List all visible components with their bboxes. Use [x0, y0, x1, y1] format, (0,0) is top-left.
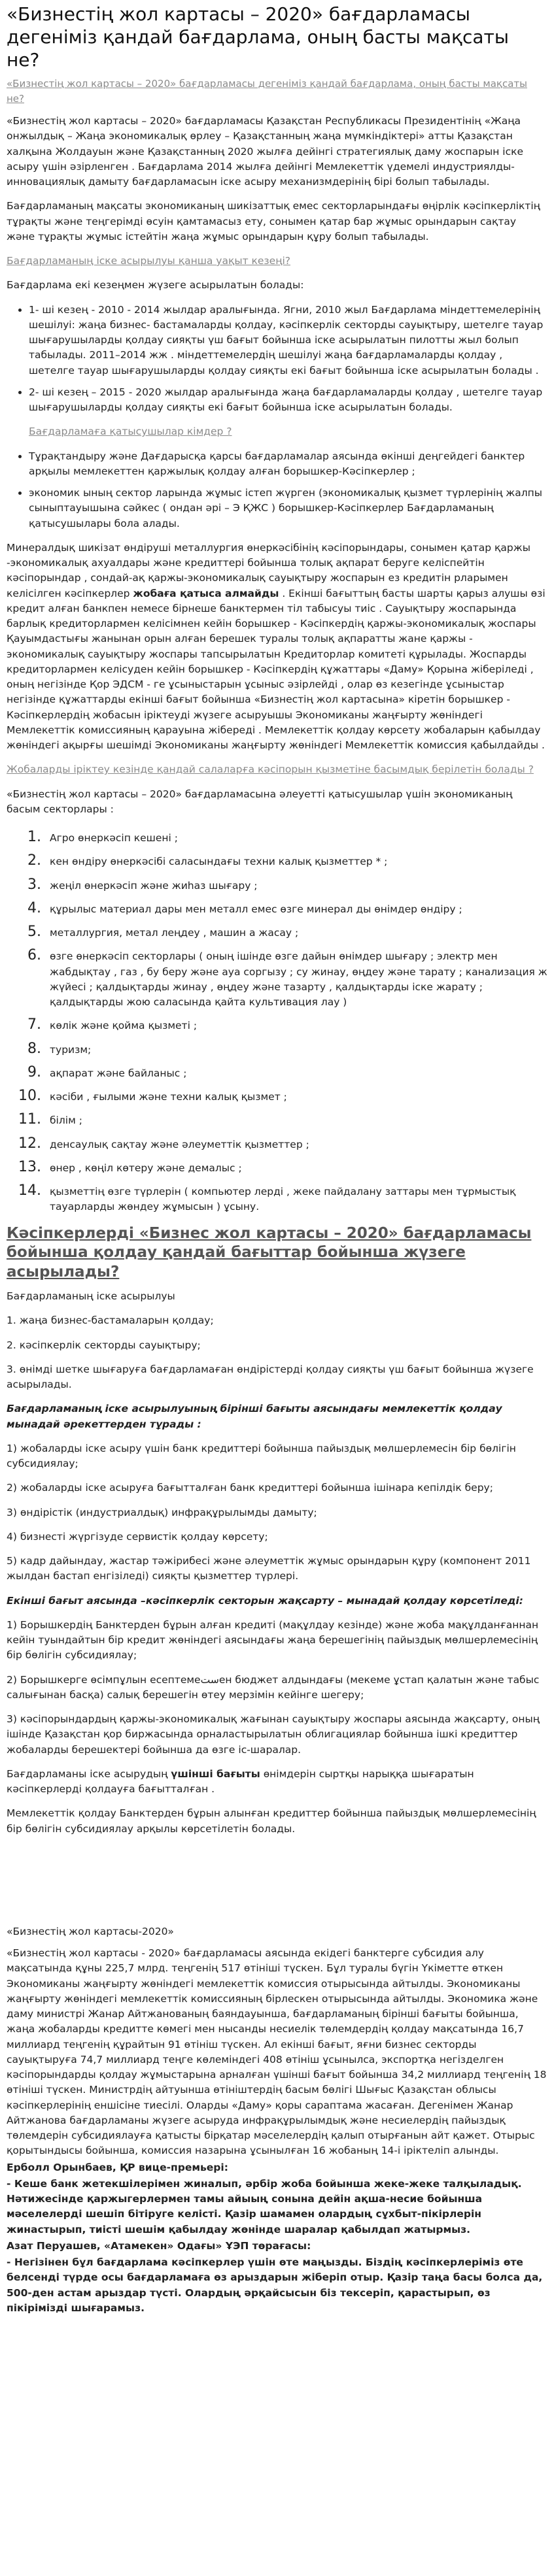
list-item: • экономик ының сектор ларында жұмыс істеп жүрген (экономикалық қызмет түрлерінің жалпы сыныптауышына сәйкес ( ондан әрі – Э ҚЖС ) борышкер-Кәсіпкерлер Бағдарламаның қатысушылары бола алады.: [29, 486, 547, 531]
paragraph: 4) бизнесті жүргізуде сервистік қолдау көрсету;: [7, 1530, 268, 1543]
paragraph: 5) кадр дайындау, жастар тәжірибесі және әлеуметтік жұмыс орындарын құру (компонент 2011 жылдан бастап енгізіледі) сияқты қызметтер түрлері.: [7, 1555, 531, 1582]
question-duration[interactable]: Бағдарламаның іске асырылуы қанша уақыт кезеңі?: [7, 255, 290, 267]
list-item: 4. құрылыс материал дары мен металл емес өзге минерал ды өнімдер өндіру ;: [46, 897, 547, 917]
list-item: 3. жеңіл өнеркәсіп және жиһаз шығару ;: [46, 874, 547, 894]
list-item: 13. өнер , көңіл көтеру және демалыс ;: [46, 1156, 547, 1176]
emphasis-text: үшінші бағыты: [171, 1767, 260, 1780]
list-item: 11. білім ;: [46, 1109, 547, 1128]
stages-list: [7, 303, 547, 416]
paragraph: 2) жобаларды іске асыруға бағытталған банк кредиттері бойынша ішінара кепілдік беру;: [7, 1482, 493, 1494]
list-item: 12. денсаулық сақтау және әлеуметтік қызметтер ;: [46, 1133, 547, 1152]
sectors-list: [7, 826, 547, 1215]
news-title: «Бизнестің жол картасы-2020»: [7, 1925, 174, 1937]
speaker-name: Ерболл Орынбаев, ҚР вице-премьері:: [7, 2161, 228, 2173]
list-item: 14. қызметтің өзге түрлерін ( компьютер лерді , жеке пайдалану заттары мен тұрмыстық тауарларды жөндеу жұмысын ) ұсыну.: [46, 1180, 547, 1215]
list-item: 10. кәсіби , ғылыми және техни калық қызмет ;: [46, 1085, 547, 1105]
paragraph: 1) жобаларды іске асыру үшін банк кредиттері бойынша пайыздық мөлшерлемесін бір бөлігін субсидиялау;: [7, 1442, 516, 1470]
section-heading: Кәсіпкерлерді «Бизнес жол картасы – 2020» бағдарламасы бойынша қолдау қандай бағыттар бойынша жүзеге асырылады?: [7, 1224, 532, 1281]
list-item: 2. кен өндіру өнеркәсібі саласындағы техни калық қызметтер * ;: [46, 850, 547, 869]
list-item: 9. ақпарат және байланыс ;: [46, 1062, 547, 1081]
paragraph: 3. өнімді шетке шығаруға бағдарламаған өндірістерді қолдау сияқты үш бағыт бойынша жүзеге асырылады.: [7, 1363, 534, 1391]
goal-paragraph: Бағдарламаның мақсаты экономиканың шикізаттық емес секторларындағы өңірлік кәсіпкерліктің тұрақты және теңгерімді өсуін қамтамасыз ету, сонымен қатар бар жұмыс орындарын сақтау және тұрақты жұмыс істейтін жаңа жұмыс орындарын құру болып табылады.: [7, 200, 540, 243]
list-item: 8. туризм;: [46, 1038, 547, 1058]
list-item: 7. көлік және қойма қызметі ;: [46, 1014, 547, 1033]
sectors-intro: «Бизнестің жол картасы – 2020» бағдарламасына әлеуетті қатысушылар үшін экономиканың басым секторлары :: [7, 788, 513, 815]
paragraph: 1) Борышкердің Банктерден бұрын алған кредиті (мақұлдау кезінде) және жоба мақұлданғаннан кейін туындайтын бір кредит жөніндегі аясындағы жаңа берешегінің пайыздық мөлшерлемесінің бір бөлігін субсидиялау;: [7, 1618, 539, 1662]
paragraph: 2. кәсіпкерлік секторды сауықтыру;: [7, 1339, 201, 1351]
paragraph: Бағдарламаның іске асырылуы: [7, 1290, 175, 1303]
news-body: «Бизнестің жол картасы - 2020» бағдарламасы аясында екідегі банктерге субсидия алу мақсатында құны 225,7 млрд. теңгенің 517 өтініші түскен. Бұл туралы бүгін Үкіметте өткен Экономиканы жаңғырту жөніндегі мемлекеттік комиссия отырысында айтылды. Экономиканы жаңғырту жөніндегі мемлекеттік комиссияның бірлескен отырысында айтылды. Экономика және даму министрі Жанар Айтжанованың баяндауынша, бағдарламаның бірінші бағыты бойынша, жаңа жобаларды кредитте көмегі мен нысанды несиелік төлемдердің қолдау мақсатында 16,7 миллиард теңгенің құрайтын 91 өтініш түскен. Ал екінші бағыт, яғни бизнес секторды сауықтыруға 74,7 миллиард теңге көлеміндегі 408 өтініш ұсынылса, экспортқа негізделген кәсіпорындарды қолдау жұмыстарына арналған үшінші бағыт бойынша 34,2 миллиард теңгенің 18 өтініші түскен. Министрдің айтуынша өтініштердің басым бөлігі Шығыс Қазақстан облысы кәсіпкерлерінің еншісіне тиесілі. Оларды «Даму» қоры сараптама жасаған. Дегенімен Жанар Айтжанова бағдарламаны жүзеге асыруда инфрақұрылымдық және несиелердің пайыздық төлемдерін субсидиялауға қатысты бірқатар мәселелердің қалып отырғанын айт қажет. Отырыс қорытындысы бойынша, комиссия назарына ұсынылған 16 жобаның 14-і іріктеліп алынды.: [7, 1947, 547, 2157]
speaker-name: Азат Перуашев, «Атамекен» Одағы» ҰЭП төрағасы:: [7, 2239, 311, 2252]
intro-paragraph: «Бизнестің жол картасы – 2020» бағдарламасы Қазақстан Республикасы Президентінің «Жаңа онжылдық – Жаңа экономикалық өрлеу – Қазақстанның жаңа мүмкіндіктері» атты Қазақстан халқына Жолдауын және Қазақстанның 2020 жылға дейінгі стратегиялық даму жоспарын іске асыру үшін әзірленген . Бағдарлама 2014 жылға дейінгі Мемлекеттік үдемелі индустриялды-инновациялық дамыту бағдарламасын іске асыру механизмдерінің бірі болып табылады.: [7, 115, 524, 188]
news-section: [7, 1924, 547, 2316]
subtitle-link[interactable]: «Бизнестің жол картасы – 2020» бағдарламасы дегеніміз қандай бағдарлама, оның басты мақсаты не?: [7, 78, 527, 105]
question-priority-sectors[interactable]: Жобаларды іріктеу кезінде қандай салаларға кәсіпорын қызметіне басымдық берілетін болады ?: [7, 763, 534, 776]
participants-list: [7, 449, 547, 531]
paragraph: 3) өндірістік (индустриалдық) инфрақұрылымды дамыту;: [7, 1506, 317, 1518]
paragraph: 2) Борышкерге өсімпұлын есептемеستен бюджет алдындағы (мекеме ұстап қалатын және табыс салығынан басқа) салық берешегін өтеу мерзімін кейінге шегеру;: [7, 1673, 540, 1701]
eligibility-paragraph: Минералдық шикізат өндіруші металлургия өнеркәсібінің кәсіпорындары, сонымен қатар қаржы -экономикалық ахуалдары және кредиттері бойынша толық ақпарат беруге келіспейтін кәсіпорындар , сондай-ақ қаржы-экономикалық сауықтыру жоспарын ез кредитін рларымен келісілген кәсіпкерлер жобаға қатыса алмайды . Екінші бағыттың басты шарты қарыз алушы өзі кредит алған банкпен немесе бірнеше банктермен тіл табысуы тиіс . Сауықтыру жоспарында барлық кредиторлармен келісімнен кейін борышкер - Кәсіпкердің қаржы-экономикалық жоспары Қауымдастығы жанынан орын алған берешек туралы толық ақпаратты жане қаржы - экономикалық сауықтыру жоспары тапсырылатын Кредиторлар комитеті құрылады. Жоспарды кредиторлармен келісуден кейін борышкер - Кәсіпкердің құжаттары «Даму» Қорына жіберіледі , оның негізінде Қор ЭДСМ - ге ұсыныстарын ұсыныс әзірлейді , олар өз кезегінде ұсыныстар негізінде құжаттарды екінші бағыт бойынша «Бизнестің жол картасына» кіретін борышкер - Кәсіпкерлердің жобасын іріктеуді жүзеге асыруышы Экономиканы жаңғырту жөніндегі Мемлекеттік комиссияның қарауына жібереді . Мемлекеттік қолдау көрсету жобаларын қабылдау жөніндегі ақырғы шешімді Экономиканы жаңғырту жөніндегі Мемлекеттік комиссия қабылдайды .: [7, 541, 545, 751]
paragraph: 1. жаңа бизнес-бастамаларын қолдау;: [7, 1314, 214, 1327]
list-item: • Тұрақтандыру және Дағдарысқа қарсы бағдарламалар аясында өкінші деңгейдегі банктер арқылы мемлекеттен қаржылық қолдау алған борышкер-Кәсіпкерлер ;: [29, 449, 547, 480]
page-title: «Бизнестің жол картасы – 2020» бағдарламасы дегеніміз қандай бағдарлама, оның басты мақсаты не?: [7, 3, 509, 71]
paragraph: 3) кәсіпорындардың қаржы-экономикалық жағынан сауықтыру жоспары аясында жақсарту, оның ішінде Қазақстан қор биржасында орналастырылатын облигациялар бойынша ішкі кредиттер жобаларды берешектері бойынша да өзге іс-шаралар.: [7, 1713, 540, 1756]
list-item: • 2- ші кезең – 2015 - 2020 жылдар аралығында жаңа бағдарламаларды қолдау , шетелге тауар шығарушыларды қолдау сияқты екі бағыт бойынша іске асырылатын болады.: [29, 385, 547, 416]
paragraph: Мемлекеттік қолдау Банктерден бұрын алынған кредиттер бойынша пайыздық мөлшерлемесінің бір бөлігін субсидиялау арқылы көрсетілетін болады.: [7, 1807, 536, 1835]
spacer: [7, 1846, 547, 1924]
list-item: 6. өзге өнеркәсіп секторлары ( оның ішінде өзге дайын өнімдер шығару ; электр мен жабдықтау , газ , бу беру және ауа соргызу ; су жинау, өңдеу және тарату ; канализация ж жүйесі ; қалдықтарды жинау , өңдеу және тазарту , қалдықтарды іске жарату ; қалдықтарды жою саласында қайта культивация лау ): [46, 945, 547, 1010]
third-direction-paragraph: Бағдарламаны іске асырудың үшінші бағыты өнімдерін сыртқы нарыққа шығаратын кәсіпкерлерді қолдауға бағытталған .: [7, 1767, 474, 1796]
emphasis-text: жобаға қатыса алмайды: [133, 587, 279, 599]
second-direction-heading: Екінші бағыт аясында –кәсіпкерлік секторын жақсарту – мынадай қолдау көрсетіледі:: [7, 1594, 523, 1607]
speaker-quote: - Негізінен бұл бағдарлама кәсіпкерлер үшін өте маңызды. Біздің кәсіпкерлеріміз өте белсенді түрде осы бағдарламаға өз арыздарын жіберіп отыр. Қазір таңа басы болса да, 500-ден астам арыздар түсті. Олардың әрқайсысын біз тексеріп, қарастырып, өз пікірімізді шығарамыз.: [7, 2256, 543, 2314]
list-item: • 1- ші кезең - 2010 - 2014 жылдар аралығында. Ягни, 2010 жыл Бағдарлама міндеттемелерінің шешілуі: жаңа бизнес- бастамаларды қолдау, кәсіпкерлік секторды сауықтыру, шетелге тауар шығарушыларды қолдау сияқты үш бағыт бойынша іске асырылатын пилотты жыл болып табылады. 2011–2014 жж . міндеттемелердің шешілуі жаңа бағдарламаларды қолдау , шетелге тауар шығарушыларды қолдау сияқты екі бағыт бойынша іске асырылатын болады .: [29, 303, 547, 378]
list-item: 5. металлургия, метал леңдеу , машин а жасау ;: [46, 921, 547, 941]
question-participants[interactable]: Бағдарламаға қатысушылар кімдер ?: [29, 426, 232, 438]
first-direction-heading: Бағдарламаның іске асырылуының бірінші бағыты аясындағы мемлекеттік қолдау мынадай әрекеттерден тұрады :: [7, 1403, 502, 1430]
speaker-quote: - Кеше банк жетекшілерімен жиналып, әрбір жоба бойынша жеке-жеке талқыладық. Нәтижесінде қаржыгерлермен тамы айыың сонына дейін ақша-несие бойынша мәселелерді шешіп бітіруге келісті. Қазір шамамен олардың сұхбыт-пікірлерін жинастырып, тиісті шешім қабылдау жөнінде шаралар қабылдап жатырмыз.: [7, 2177, 522, 2235]
stages-intro: Бағдарлама екі кезеңмен жүзеге асырылатын болады:: [7, 279, 304, 292]
list-item: 1. Агро өнеркәсіп кешені ;: [46, 826, 547, 846]
